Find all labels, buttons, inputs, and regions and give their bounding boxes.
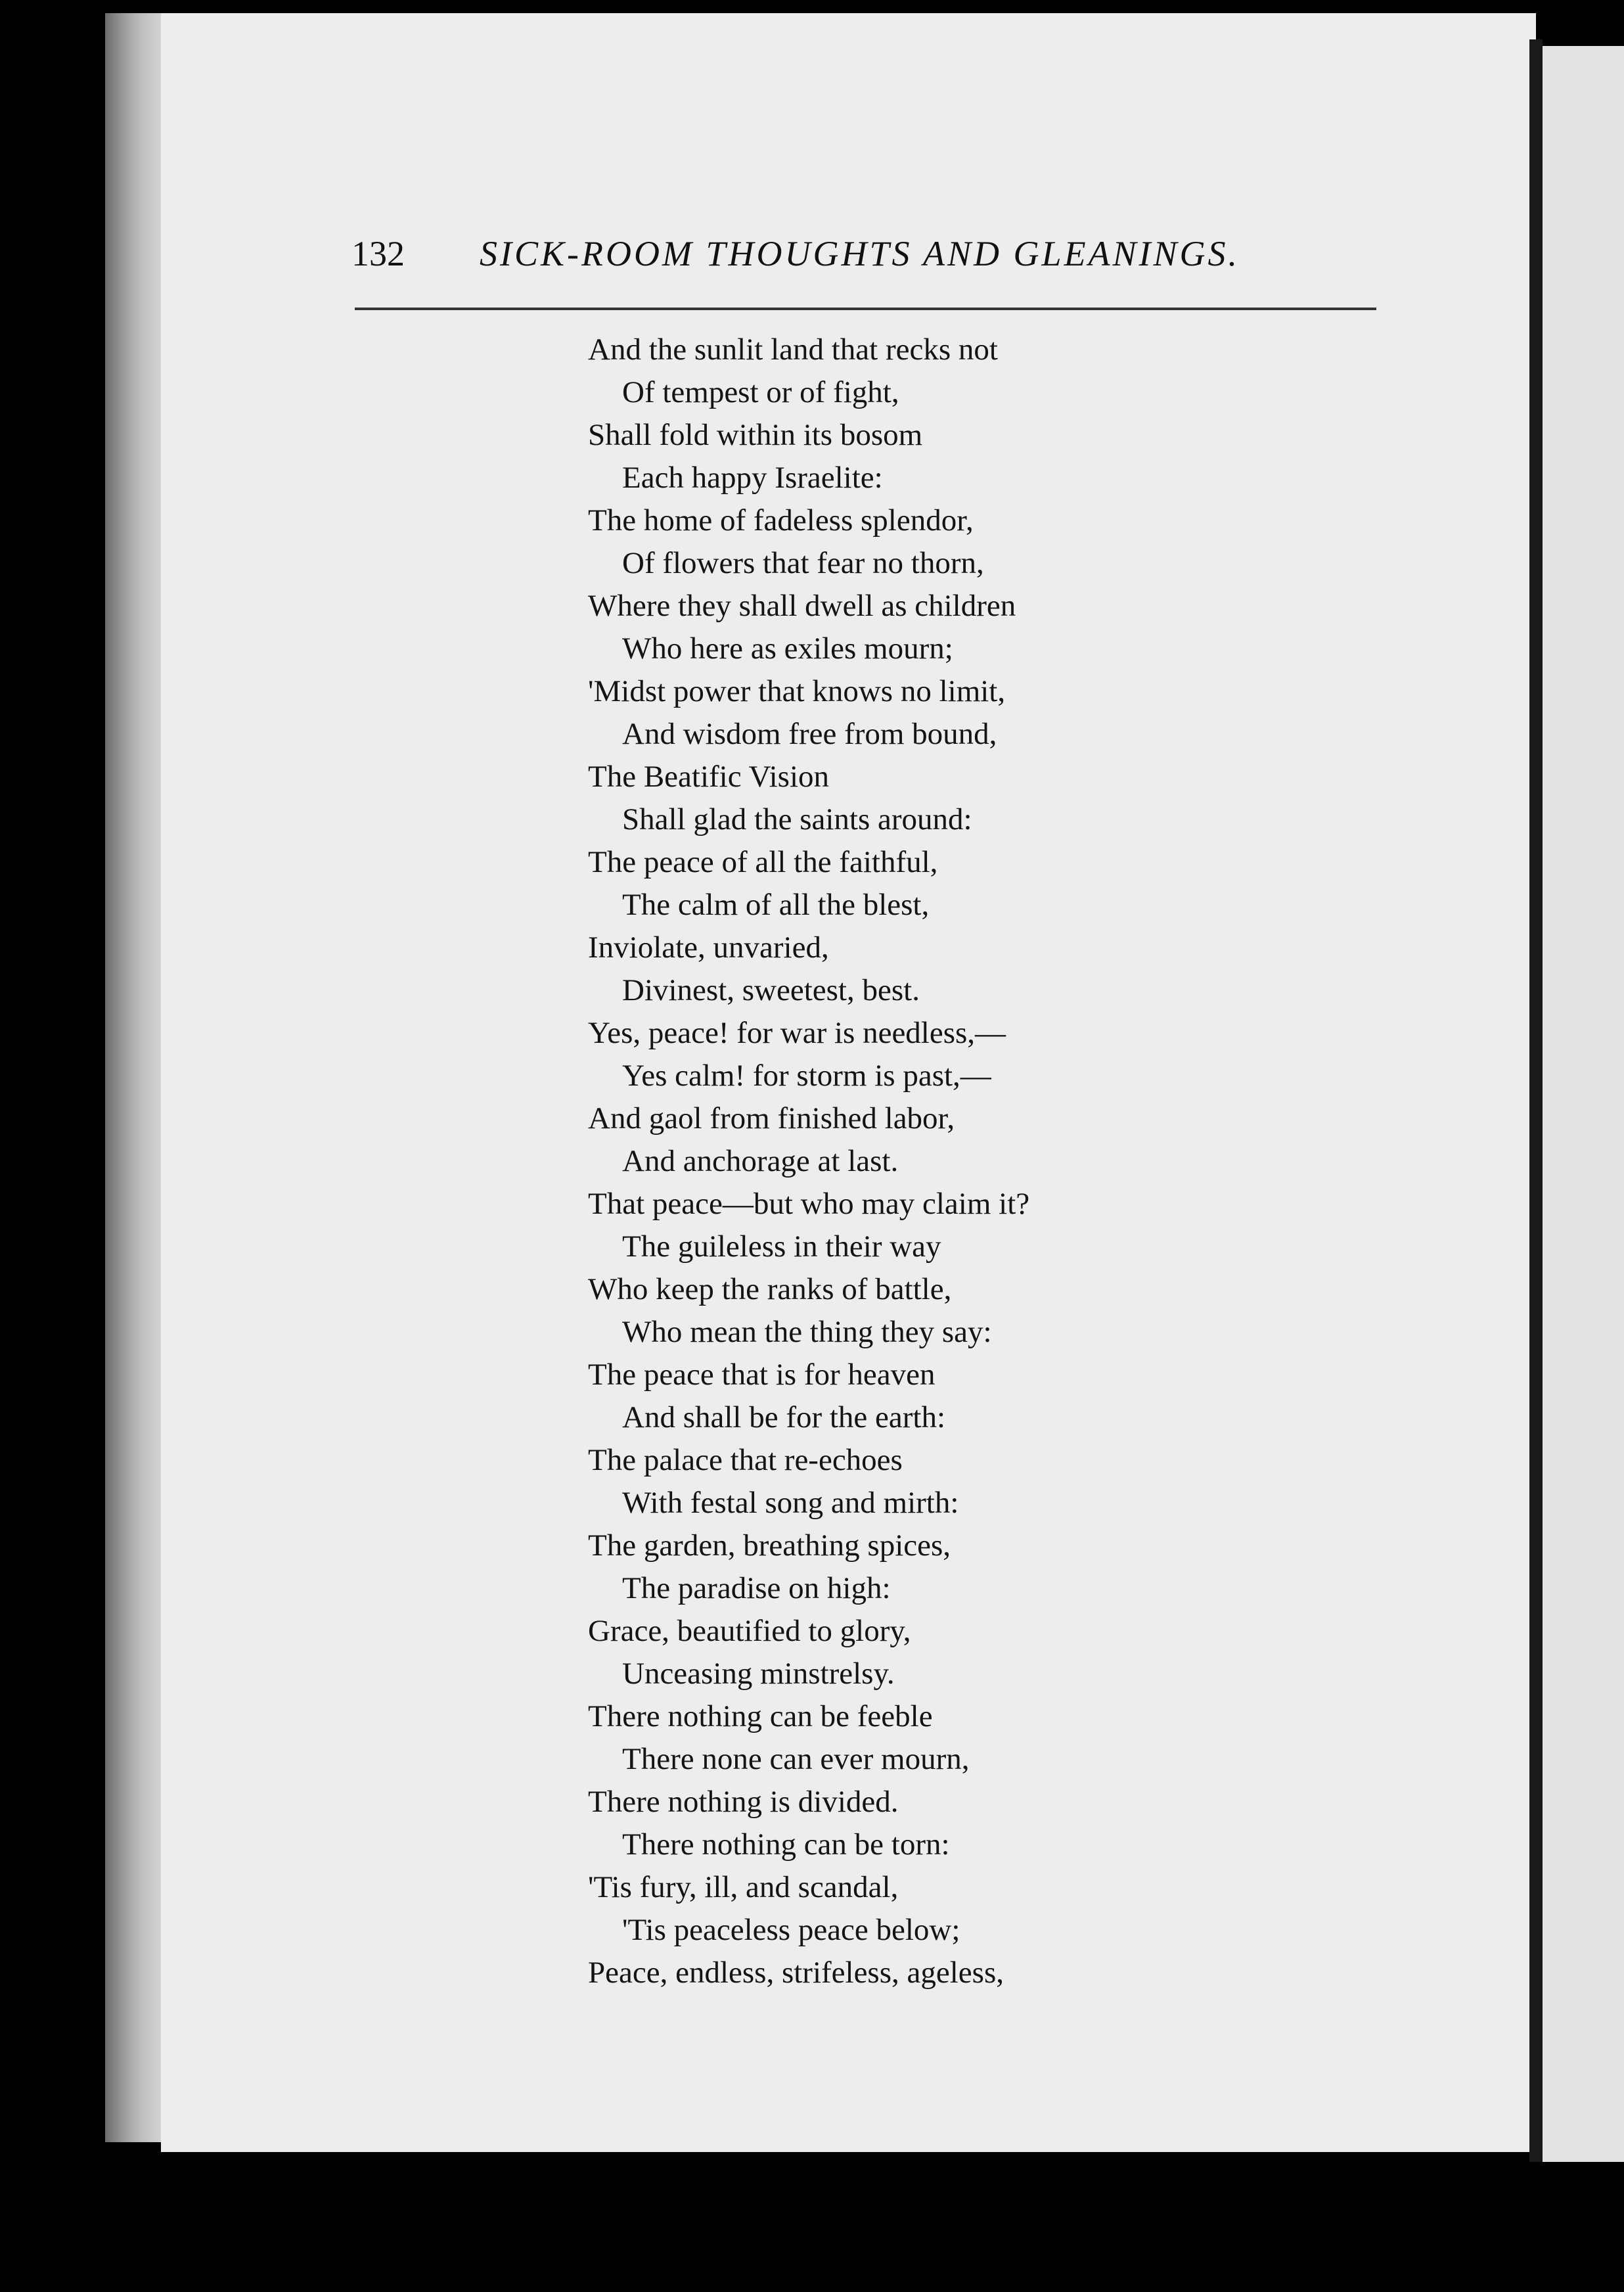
verse-line: 'Midst power that knows no limit,	[588, 674, 1006, 708]
verse-line: The home of fadeless splendor,	[588, 503, 974, 538]
verse-line: Yes calm! for storm is past,—	[622, 1059, 991, 1093]
verse-line: The garden, breathing spices,	[588, 1528, 951, 1563]
running-title: SICK-ROOM THOUGHTS AND GLEANINGS.	[480, 234, 1240, 273]
verse-line: Divinest, sweetest, best.	[622, 973, 920, 1007]
verse-line: With festal song and mirth:	[622, 1486, 959, 1520]
page-stack-edge	[105, 13, 166, 2142]
verse-line: And gaol from finished labor,	[588, 1101, 955, 1135]
header-rule	[355, 308, 1376, 310]
verse-line: Shall fold within its bosom	[588, 418, 923, 452]
verse-line: Of tempest or of fight,	[622, 375, 899, 409]
verse-line: There nothing can be torn:	[622, 1827, 950, 1862]
poem-verse	[588, 329, 1409, 1994]
gutter-shadow	[1529, 39, 1543, 2162]
verse-line: The Beatific Vision	[588, 760, 830, 794]
verse-line: Who keep the ranks of battle,	[588, 1272, 952, 1306]
verse-line: Grace, beautified to glory,	[588, 1614, 911, 1648]
verse-line: There nothing is divided.	[588, 1785, 899, 1819]
verse-line: And anchorage at last.	[622, 1144, 899, 1178]
verse-line: Of flowers that fear no thorn,	[622, 546, 984, 580]
verse-line: There none can ever mourn,	[622, 1742, 970, 1776]
verse-line: Peace, endless, strifeless, ageless,	[588, 1956, 1004, 1990]
verse-line: The palace that re-echoes	[588, 1443, 903, 1477]
running-head	[351, 233, 1376, 274]
verse-line: There nothing can be feeble	[588, 1699, 933, 1733]
verse-line: And shall be for the earth:	[622, 1400, 946, 1434]
verse-line: The peace that is for heaven	[588, 1358, 936, 1392]
verse-line: Inviolate, unvaried,	[588, 930, 829, 965]
verse-line: Who here as exiles mourn;	[622, 631, 953, 666]
verse-line: The paradise on high:	[622, 1571, 891, 1605]
page-number: 132	[351, 234, 405, 273]
verse-line: Each happy Israelite:	[622, 461, 883, 495]
verse-line: 'Tis fury, ill, and scandal,	[588, 1870, 899, 1904]
verse-line: And the sunlit land that recks not	[588, 332, 998, 367]
facing-page-edge	[1543, 46, 1624, 2162]
verse-line: Yes, peace! for war is needless,—	[588, 1016, 1006, 1050]
verse-line: The guileless in their way	[622, 1229, 941, 1264]
verse-line: Shall glad the saints around:	[622, 802, 972, 837]
verse-line: The peace of all the faithful,	[588, 845, 938, 879]
verse-line: That peace—but who may claim it?	[588, 1187, 1030, 1221]
verse-line: Where they shall dwell as children	[588, 589, 1016, 623]
verse-line: And wisdom free from bound,	[622, 717, 997, 751]
verse-line: 'Tis peaceless peace below;	[622, 1913, 960, 1947]
verse-line: Unceasing minstrelsy.	[622, 1657, 895, 1691]
verse-line: Who mean the thing they say:	[622, 1315, 992, 1349]
verse-line: The calm of all the blest,	[622, 888, 930, 922]
